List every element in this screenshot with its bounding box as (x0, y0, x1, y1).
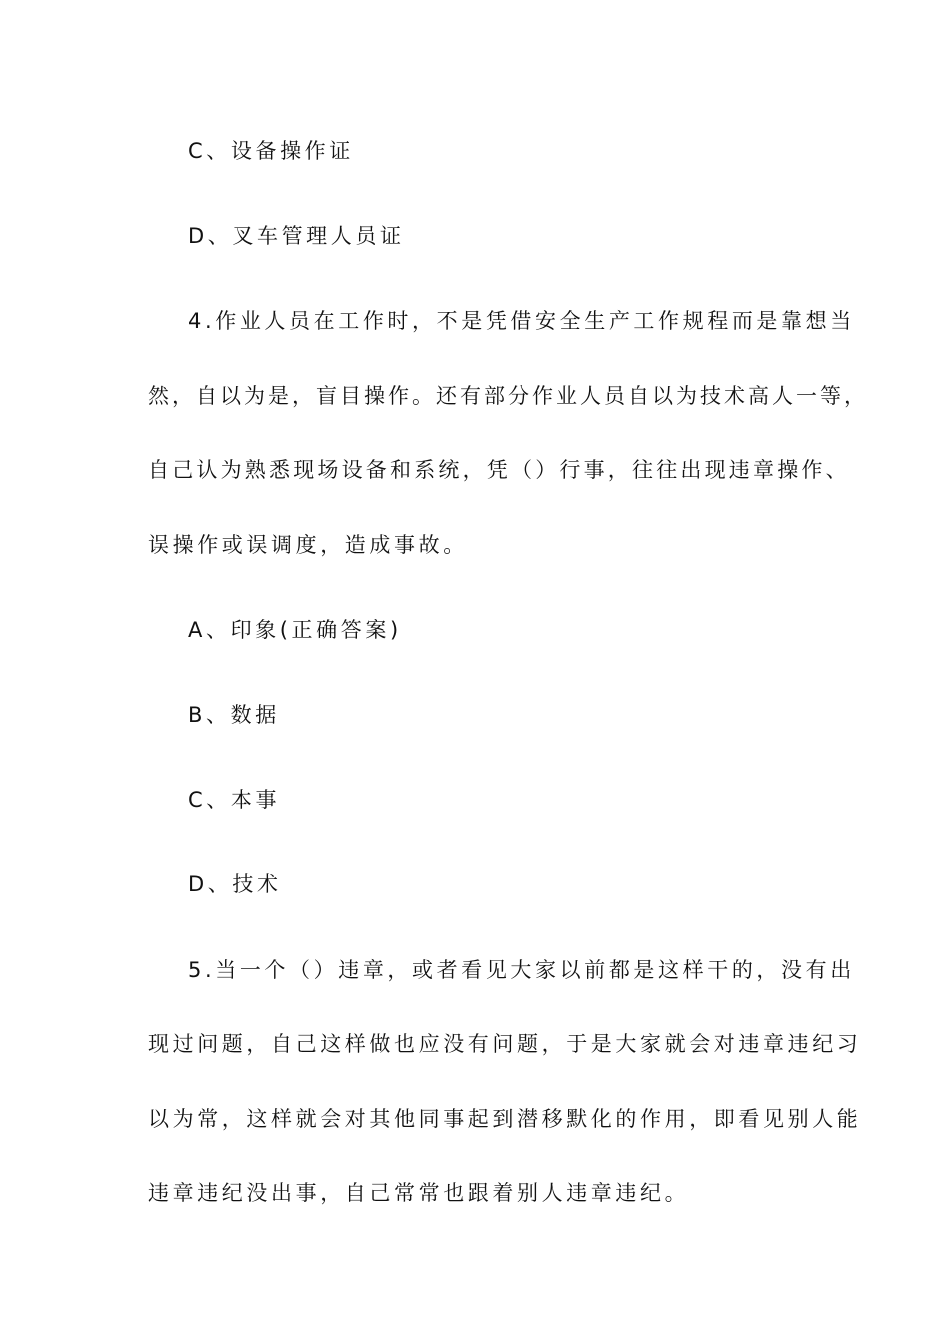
q5-question-line: 以为常，这样就会对其他同事起到潜移默化的作用，即看见别人能 (148, 1107, 862, 1131)
q4-question-line: 自己认为熟悉现场设备和系统，凭（）行事，往往出现违章操作、 (148, 458, 850, 482)
q4-question-line: 然，自以为是，盲目操作。还有部分作业人员自以为技术高人一等， (148, 384, 868, 408)
q4-option-b: B、数据 (188, 703, 280, 727)
q4-option-c: C、本事 (188, 788, 281, 812)
q5-question-line: 违章违纪没出事，自己常常也跟着别人违章违纪。 (148, 1181, 690, 1205)
q4-question-line: 误操作或误调度，造成事故。 (148, 533, 468, 557)
q5-question-line: 现过问题，自己这样做也应没有问题，于是大家就会对违章违纪习 (148, 1032, 862, 1056)
q4-question-line: 4.作业人员在工作时，不是凭借安全生产工作规程而是靠想当 (188, 309, 855, 333)
q5-question-line: 5.当一个（）违章，或者看见大家以前都是这样干的，没有出 (188, 958, 855, 982)
q4-option-d: D、技术 (188, 872, 282, 896)
q3-option-c: C、设备操作证 (188, 139, 354, 163)
q4-option-a: A、印象(正确答案) (188, 618, 402, 642)
q3-option-d: D、叉车管理人员证 (188, 224, 405, 248)
